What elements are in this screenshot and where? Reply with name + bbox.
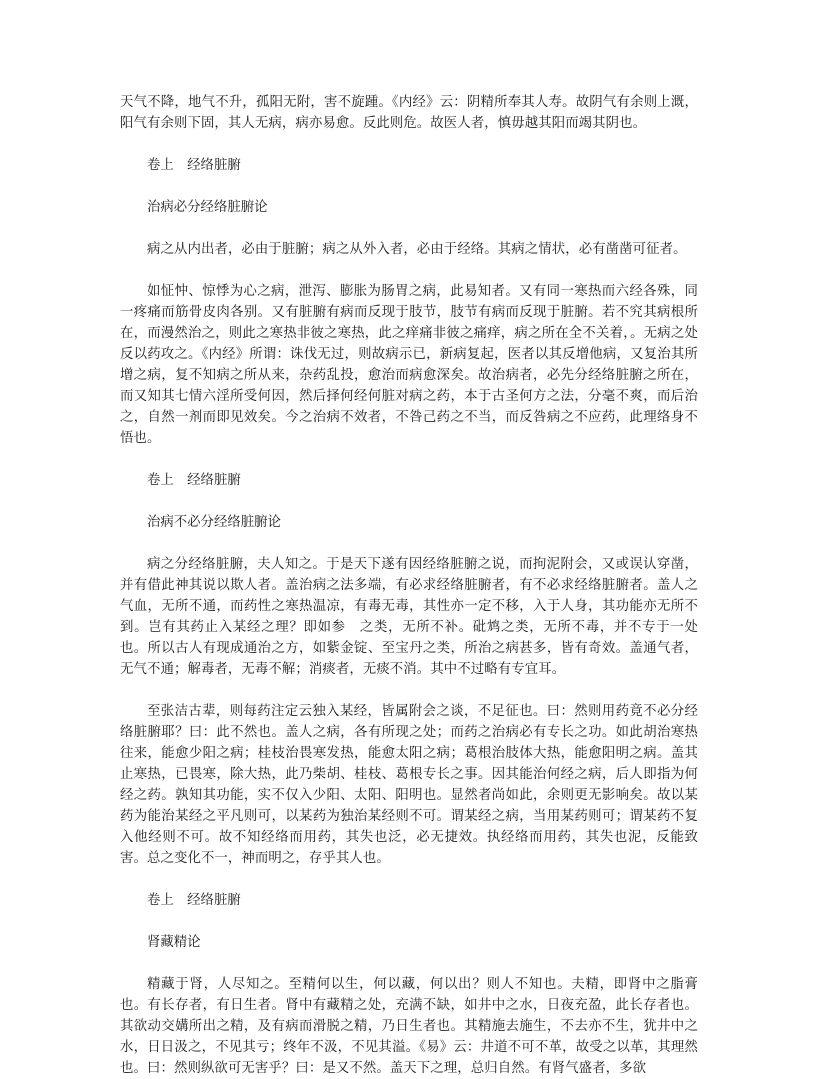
section-heading-title: 治病不必分经络脏腑论	[147, 515, 281, 530]
section-heading-volume: 卷上 经络脏腑	[147, 893, 241, 908]
paragraph: 病之分经络脏腑，夫人知之。于是天下遂有因经络脏腑之说，而拘泥附会，又或误认穿凿，并有借此神其说以欺人者。盖治病之法多端，有必求经络脏腑者，有不必求经络脏腑者。盖人之气血，无所不通，而药性之寒热温凉，有毒无毒，其性亦一定不移，入于人身，其功能亦无所不到。岂有其药止入某经之理？即如参 之类，无所不补。砒鸩之类，无所不毒，并不专于一处也。所以古人有现成通治之方，如紫金锭、至宝丹之类，所治之病甚多，皆有奇效。盖通气者，无气不通；解毒者，无毒不解；消痰者，无痰不消。其中不过略有专宜耳。	[120, 557, 698, 677]
paragraph: 病之从内出者，必由于脏腑；病之从外入者，必由于经络。其病之情状，必有凿凿可征者。	[147, 242, 687, 257]
section-heading-volume: 卷上 经络脏腑	[147, 158, 241, 173]
paragraph-opening: 天气不降，地气不升，孤阳无附，害不旋踵。《内经》云：阴精所奉其人寿。故阴气有余则上溉，阳气有余则下固，其人无病，病亦易愈。反此则危。故医人者，慎毋越其阳而竭其阴也。	[120, 95, 698, 131]
section-heading-title: 肾藏精论	[147, 935, 201, 950]
paragraph: 如怔忡、惊悸为心之病，泄泻、膨胀为肠胃之病，此易知者。又有同一寒热而六经各殊，同一疼痛而筋骨皮肉各别。又有脏腑有病而反现于肢节，肢节有病而反现于脏腑。若不究其病根所在，而漫然治之，则此之寒热非彼之寒热，此之痒痛非彼之痛痒，病之所在全不关着，。无病之处反以药攻之。《内经》所谓：诛伐无过，则故病示已，新病复起，医者以其反增他病，又复治其所增之病，复不知病之所从来，杂药乱投，愈治而病愈深矣。故治病者，必先分经络脏腑之所在，而又知其七情六淫所受何因，然后择何经何脏对病之药，本于古圣何方之法，分毫不爽，而后治之，自然一剂而即见效矣。今之治病不效者，不咎己药之不当，而反咎病之不应药，此理络身不悟也。	[120, 284, 698, 446]
paragraph: 精藏于肾，人尽知之。至精何以生，何以藏，何以出？则人不知也。夫精，即肾中之脂膏也。有长存者，有日生者。肾中有藏精之处，充满不缺，如井中之水，日夜充盈，此长存者也。其欲动交媾所出之精，及有病而滑脱之精，乃日生者也。其精施去施生，不去亦不生，犹井中之水，日日汲之，不见其亏；终年不汲，不见其溢。《易》云：井道不可不革，故受之以革，其理然也。曰：然则纵欲可无害乎？曰：是又不然。盖天下之理，总归自然。有肾气盛者，多欲	[120, 977, 698, 1076]
section-heading-volume: 卷上 经络脏腑	[147, 473, 241, 488]
document-page	[120, 92, 698, 1079]
section-heading-title: 治病必分经络脏腑论	[147, 200, 268, 215]
paragraph: 至张洁古辈，则每药注定云独入某经，皆属附会之谈，不足征也。曰：然则用药竟不必分经络脏腑耶？曰：此不然也。盖人之病，各有所现之处；而药之治病必有专长之功。如此胡治寒热往来，能愈少阳之病；桂枝治畏寒发热，能愈太阳之病；葛根治肢体大热，能愈阳明之病。盖其止寒热，已畏寒，除大热，此乃柴胡、桂枝、葛根专长之事。因其能治何经之病，后人即指为何经之药。孰知其功能，实不仅入少阳、太阳、阳明也。显然者尚如此，余则更无影响矣。故以某药为能治某经之平凡则可，以某药为独治某经则不可。谓某经之病，当用某药则可；谓某药不复入他经则不可。故不知经络而用药，其失也泛，必无捷效。执经络而用药，其失也泥，反能致害。总之变化不一，神而明之，存乎其人也。	[120, 704, 698, 866]
